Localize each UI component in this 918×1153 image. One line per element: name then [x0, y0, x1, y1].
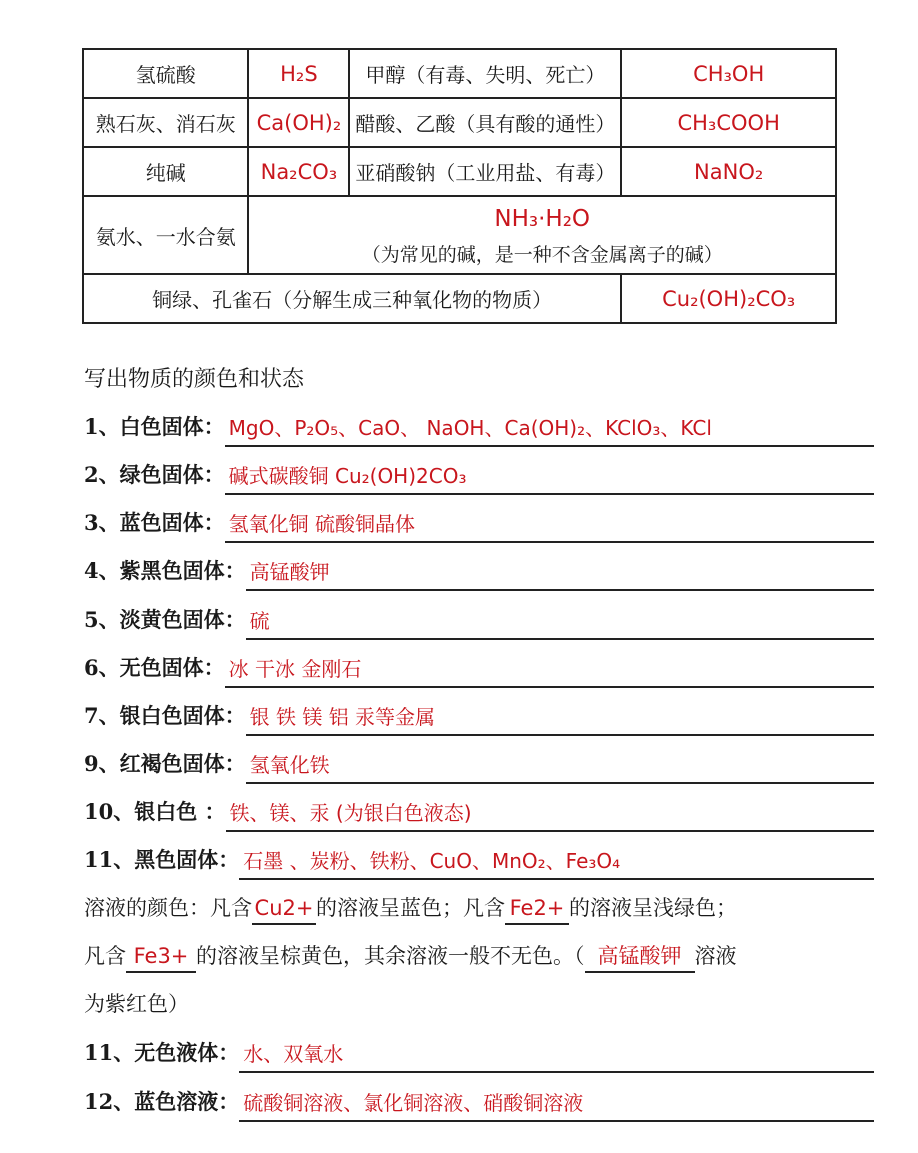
fill-line — [84, 547, 874, 591]
para-text: 的溶液呈浅绿色； — [569, 896, 737, 920]
line-label: 3、蓝色固体： — [84, 510, 225, 535]
line-label: 11、无色液体： — [84, 1040, 240, 1065]
para-text: 为紫红色） — [84, 992, 189, 1016]
table-cell-name: 熟石灰、消石灰 — [83, 98, 248, 147]
table-cell-formula: Na₂CO₃ — [248, 147, 349, 196]
table-cell-name: 氨水、一水合氨 — [83, 196, 248, 274]
para-text: 的溶液呈棕黄色，其余溶液一般不无色。（ — [196, 944, 585, 968]
blank-answer: Fe2+ — [505, 893, 569, 925]
table-cell-name: 铜绿、孔雀石（分解生成三种氧化物的物质） — [83, 274, 621, 323]
table-cell-merged — [248, 196, 836, 274]
line-answer: 氢氧化铜 硫酸铜晶体 — [225, 505, 874, 543]
fill-line — [84, 1029, 874, 1073]
table-row — [83, 147, 836, 196]
table-cell-name: 纯碱 — [83, 147, 248, 196]
table-cell-formula: Ca(OH)₂ — [248, 98, 349, 147]
chemical-table — [82, 48, 837, 324]
table-cell-name: 亚硝酸钠（工业用盐、有毒） — [349, 147, 621, 196]
line-answer: 铁、镁、汞 (为银白色液态) — [226, 794, 874, 832]
line-label: 2、绿色固体： — [84, 462, 225, 487]
table-cell-name: 醋酸、乙酸（具有酸的通性） — [349, 98, 621, 147]
line-answer: 碱式碳酸铜 Cu₂(OH)2CO₃ — [225, 457, 874, 495]
line-answer: 石墨 、炭粉、铁粉、CuO、MnO₂、Fe₃O₄ — [239, 842, 874, 880]
table-row — [83, 274, 836, 323]
line-answer: 冰 干冰 金刚石 — [225, 650, 874, 688]
line-label: 10、银白色 ： — [84, 799, 226, 824]
fill-line — [84, 451, 874, 495]
ammonia-note: （为常见的碱，是一种不含金属离子的碱） — [361, 243, 723, 266]
line-label: 9、红褐色固体： — [84, 751, 246, 776]
line-label: 1、白色固体： — [84, 414, 225, 439]
line-label: 4、紫黑色固体： — [84, 558, 246, 583]
fill-line — [84, 1078, 874, 1122]
blank-answer: Cu2+ — [252, 893, 316, 925]
table-cell-formula: Cu₂(OH)₂CO₃ — [621, 274, 836, 323]
line-label: 5、淡黄色固体： — [84, 607, 246, 632]
table-cell-formula: CH₃OH — [621, 49, 836, 98]
table-row — [83, 98, 836, 147]
fill-line — [84, 499, 874, 543]
fill-line — [84, 692, 874, 736]
line-label: 6、无色固体： — [84, 655, 225, 680]
blank-answer: 高锰酸钾 — [585, 941, 695, 973]
table-row — [83, 196, 836, 274]
fill-line — [84, 836, 874, 880]
fill-line — [84, 788, 874, 832]
para-text: 的溶液呈蓝色；凡含 — [316, 896, 505, 920]
fill-line — [84, 740, 874, 784]
solution-color-paragraph — [84, 884, 874, 1028]
line-answer: MgO、P₂O₅、CaO、 NaOH、Ca(OH)₂、KClO₃、KCl — [225, 409, 874, 447]
line-answer: 高锰酸钾 — [246, 553, 874, 591]
fill-line — [84, 403, 874, 447]
table-cell-name: 甲醇（有毒、失明、死亡） — [349, 49, 621, 98]
table-cell-name: 氢硫酸 — [83, 49, 248, 98]
table-cell-formula: CH₃COOH — [621, 98, 836, 147]
table-cell-formula: H₂S — [248, 49, 349, 98]
line-answer: 水、双氧水 — [239, 1035, 874, 1073]
section-heading: 写出物质的颜色和状态 — [84, 367, 305, 392]
para-text: 溶液 — [694, 944, 737, 968]
line-label: 12、蓝色溶液： — [84, 1089, 240, 1114]
table-row — [83, 49, 836, 98]
line-answer: 硫酸铜溶液、氯化铜溶液、硝酸铜溶液 — [239, 1084, 874, 1122]
line-label: 11、黑色固体： — [84, 847, 240, 872]
blank-answer: Fe3+ — [126, 941, 196, 973]
line-answer: 硫 — [246, 602, 874, 640]
ammonia-formula: NH₃·H₂O — [494, 205, 591, 232]
line-label: 7、银白色固体： — [84, 703, 246, 728]
line-answer: 氢氧化铁 — [246, 746, 874, 784]
para-text: 凡含 — [84, 944, 126, 968]
fill-line — [84, 644, 874, 688]
fill-line — [84, 596, 874, 640]
line-answer: 银 铁 镁 铝 汞等金属 — [246, 698, 874, 736]
table-cell-formula: NaNO₂ — [621, 147, 836, 196]
para-text: 溶液的颜色：凡含 — [84, 896, 252, 920]
